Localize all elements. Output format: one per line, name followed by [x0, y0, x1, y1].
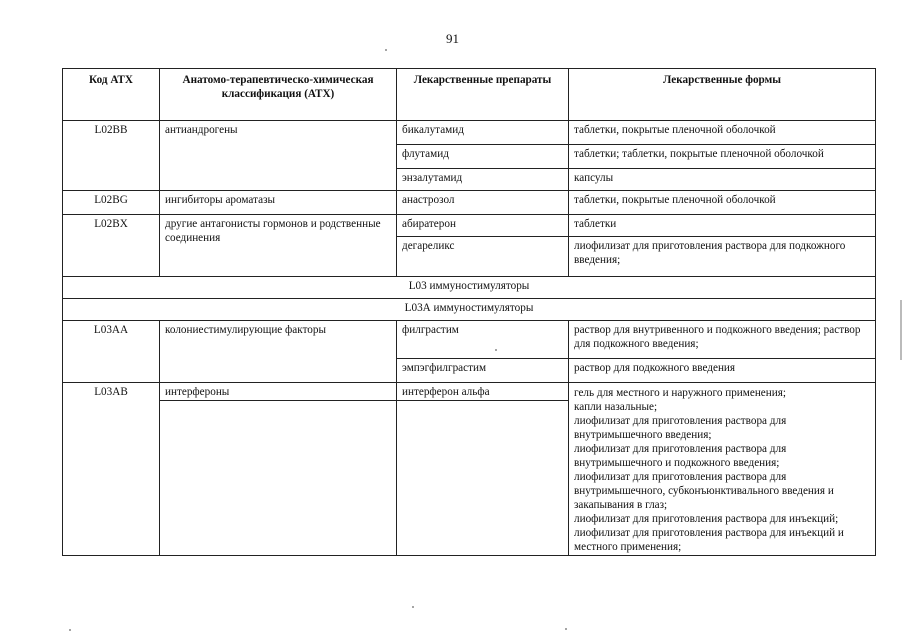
atx-table	[62, 68, 876, 556]
drug-form: раствор для внутривенного и подкожного введения; раствор для подкожного введения;	[569, 321, 876, 359]
drug-form: таблетки; таблетки, покрытые пленочной оболочкой	[569, 145, 876, 169]
atx-code: L03AB	[63, 383, 160, 556]
atx-code: L02BB	[63, 121, 160, 191]
atx-group: другие антагонисты гормонов и родственные соединения	[160, 215, 397, 277]
drug-name: флутамид	[397, 145, 569, 169]
atx-code: L02BX	[63, 215, 160, 277]
drug-form: таблетки	[569, 215, 876, 237]
drug-name: анастрозол	[397, 191, 569, 215]
drug-form: лиофилизат для приготовления раствора для внутримышечного и подкожного введения;	[574, 443, 787, 469]
drug-form: лиофилизат для приготовления раствора для подкожного введения;	[569, 237, 876, 277]
section-row	[63, 277, 876, 299]
atx-group: колониестимулирующие факторы	[160, 321, 397, 383]
header-row	[63, 69, 876, 121]
drug-form: таблетки, покрытые пленочной оболочкой	[569, 191, 876, 215]
table-row	[63, 215, 876, 237]
table-row	[63, 121, 876, 145]
section-heading: L03 иммуностимуляторы	[63, 277, 876, 299]
table-row	[63, 191, 876, 215]
table-row	[63, 321, 876, 359]
scan-speck	[412, 606, 414, 608]
drug-form: таблетки, покрытые пленочной оболочкой	[569, 121, 876, 145]
drug-form: капсулы	[569, 169, 876, 191]
drug-form: лиофилизат для приготовления раствора для инъекций и местного применения;	[574, 527, 844, 553]
atx-code: L03AA	[63, 321, 160, 383]
drug-name: филграстим	[397, 321, 569, 359]
drug-form: лиофилизат для приготовления раствора для внутримышечного введения;	[574, 415, 787, 441]
scan-speck	[565, 628, 567, 630]
atx-group: антиандрогены	[160, 121, 397, 191]
drug-form: лиофилизат для приготовления раствора для внутримышечного, субконъюнктивального введения и закапывания в глаз;	[574, 471, 834, 511]
drug-forms-list	[569, 383, 876, 556]
scan-speck	[385, 49, 387, 51]
section-row	[63, 299, 876, 321]
drug-name: энзалутамид	[397, 169, 569, 191]
page-number: 91	[446, 31, 459, 46]
table-row	[63, 383, 876, 401]
drug-form: лиофилизат для приготовления раствора для инъекций;	[574, 513, 839, 525]
scan-speck	[495, 349, 497, 351]
atx-group: интерфероны	[160, 383, 397, 401]
drug-name: абиратерон	[397, 215, 569, 237]
header-drugs: Лекарственные препараты	[397, 69, 569, 121]
empty-cell	[397, 401, 569, 556]
drug-name: интерферон альфа	[397, 383, 569, 401]
header-code: Код АТХ	[63, 69, 160, 121]
header-forms: Лекарственные формы	[569, 69, 876, 121]
drug-form: гель для местного и наружного применения;	[574, 387, 786, 399]
atx-code: L02BG	[63, 191, 160, 215]
atx-group: ингибиторы ароматазы	[160, 191, 397, 215]
empty-cell	[160, 401, 397, 556]
scan-speck	[69, 629, 71, 631]
drug-name: бикалутамид	[397, 121, 569, 145]
scan-speck	[900, 300, 902, 360]
drug-form: раствор для подкожного введения	[569, 359, 876, 383]
drug-name: дегареликс	[397, 237, 569, 277]
section-heading: L03А иммуностимуляторы	[63, 299, 876, 321]
drug-form: капли назальные;	[574, 401, 658, 413]
drug-name: эмпэгфилграстим	[397, 359, 569, 383]
header-classification: Анатомо-терапевтическо-химическая классификация (АТХ)	[160, 69, 397, 121]
